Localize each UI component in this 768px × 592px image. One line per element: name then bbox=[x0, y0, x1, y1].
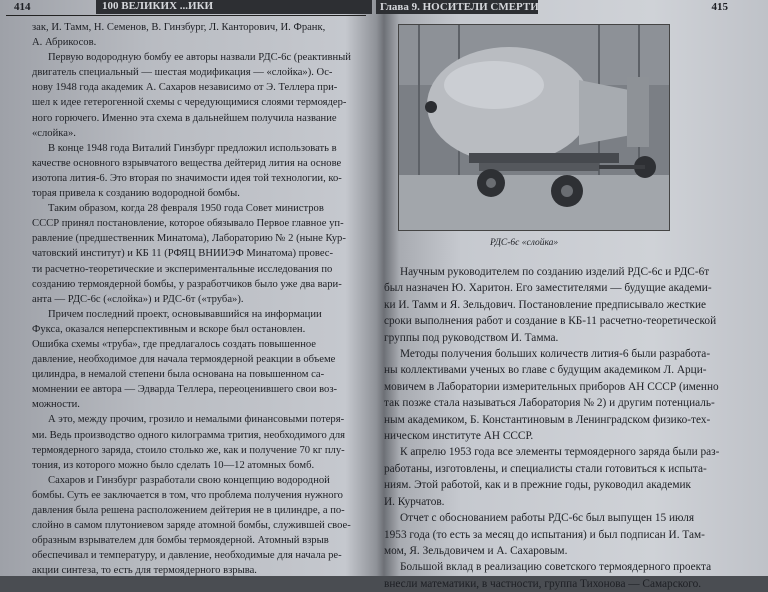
bomb-photo bbox=[398, 24, 670, 231]
left-page bbox=[0, 0, 372, 576]
text-line: ного горючего. Именно эта схема в дальнейшем получила название bbox=[32, 112, 337, 124]
text-line: ны коллективами ученых во главе с будущим академиком Л. Арци- bbox=[384, 364, 707, 377]
text-line: двигатель специальный — шестая модификация — «слойка»). Ос- bbox=[32, 67, 333, 79]
text-line: Сахаров и Гинзбург разработали свою концепцию водородной bbox=[48, 474, 330, 486]
text-line: мом, Я. Зельдовичем и А. Сахаровым. bbox=[384, 544, 568, 557]
text-line: ническом институте АН СССР. bbox=[384, 430, 534, 443]
text-line: анта — РДС-6с («слойка») и РДС-6т («труба»). bbox=[32, 293, 244, 305]
left-running-title: 100 ВЕЛИКИХ ...ИКИ bbox=[96, 0, 372, 14]
text-line: В конце 1948 года Виталий Гинзбург предложил использовать в bbox=[48, 142, 337, 154]
text-line: А. Абрикосов. bbox=[32, 37, 97, 49]
text-line: изотопа лития-6. Это вторая по значимости идея той технологии, ко- bbox=[32, 172, 342, 184]
text-line: Фукса, оказался неперспективным и вскоре был остановлен. bbox=[32, 323, 306, 335]
text-line: шел к идее гетерогенной схемы с чередующимися слоями термоядер- bbox=[32, 97, 347, 109]
text-line: так позже стала называться Лаборатория № 2) и другим потенциаль- bbox=[384, 397, 715, 410]
text-line: давление, необходимое для начала термоядерной реакции в объеме bbox=[32, 354, 336, 366]
right-page-header bbox=[376, 0, 750, 15]
text-line: качестве основного взрывчатого вещества дейтерид лития на основе bbox=[32, 157, 342, 169]
text-line: Первую водородную бомбу ее авторы назвали РДС-6с (реактивный bbox=[48, 52, 351, 64]
text-line: Ошибка схемы «труба», где предлагалось создать повышенное bbox=[32, 338, 316, 350]
text-line: образным взрывателем для бомбы термоядерной. Атомный взрыв bbox=[32, 535, 329, 547]
text-line: сроки выполнения работ и создание в КБ-11 расчетно-теоретической bbox=[384, 315, 717, 328]
text-line: ниям. Этой работой, как и в прежние годы, руководил академик bbox=[384, 479, 692, 492]
text-line: «слойка». bbox=[32, 127, 76, 139]
text-line: давления была решена расположением дейтерия не в цилиндре, а по- bbox=[32, 505, 345, 516]
text-line: группы под руководством И. Тамма. bbox=[384, 331, 559, 344]
text-line: Научным руководителем по созданию изделий РДС-6с и РДС-6т bbox=[400, 266, 710, 278]
left-page-number: 414 bbox=[14, 1, 31, 13]
text-line: мовичем в Лаборатории измерительных приборов АН СССР (именно bbox=[384, 380, 719, 393]
text-line: Отчет с обоснованием работы РДС-6с был выпущен 15 июля bbox=[400, 512, 695, 525]
right-page-number: 415 bbox=[711, 1, 728, 13]
right-page-body bbox=[384, 264, 746, 592]
text-line: Таким образом, когда 28 февраля 1950 года Совет министров bbox=[48, 203, 324, 215]
text-line: созданию термоядерной бомбы, у разработчиков было уже два вари- bbox=[32, 278, 342, 290]
text-line: Большой вклад в реализацию советского термоядерного проекта bbox=[400, 561, 712, 574]
text-line: цилиндра, в немалой степени была основана на повышенном са- bbox=[32, 369, 325, 381]
text-line: 1953 года (то есть за месяц до испытания) и был подписан И. Там- bbox=[384, 528, 705, 541]
text-line: И. Курчатов. bbox=[384, 495, 445, 508]
text-line: тония, из которого можно было сделать 10—12 атомных бомб. bbox=[32, 459, 315, 471]
bomb-photo-image bbox=[399, 25, 669, 230]
text-line: СССР принял постановление, которое обязывало Первое главное уп- bbox=[32, 218, 344, 230]
left-page-body bbox=[32, 20, 362, 578]
text-line: ти расчетно-теоретические и экспериментальные исследования по bbox=[32, 263, 333, 275]
text-line: момнении ее автора — Эдварда Теллера, переоценившего свои воз- bbox=[32, 384, 338, 396]
text-line: ным академиком, Б. Константиновым в Ленинградском физико-тех- bbox=[384, 413, 711, 426]
photo-caption: РДС-6с «слойка» bbox=[490, 238, 559, 248]
text-line: термоядерного заряда, стоило столько же, как и получение 70 кг плу- bbox=[32, 444, 345, 456]
right-running-title: Глава 9. НОСИТЕЛИ СМЕРТИ bbox=[376, 0, 538, 14]
text-line: акции синтеза, то есть для термоядерного взрыва. bbox=[32, 565, 257, 577]
text-line: обеспечивал и температуру, и давление, необходимые для начала ре- bbox=[32, 550, 342, 562]
text-line: ми. Ведь производство одного килограмма трития, необходимого для bbox=[32, 429, 345, 441]
text-line: работаны, изготовлены, и специалисты стали готовиться к испыта- bbox=[384, 462, 707, 475]
text-line: можности. bbox=[32, 399, 80, 411]
text-line: ки И. Тамм и Я. Зельдович. Постановление предписывало жесткие bbox=[384, 298, 707, 311]
text-line: К апрелю 1953 года все элементы термоядерного заряда были раз- bbox=[400, 446, 720, 459]
text-line: Причем последний проект, основывавшийся на информации bbox=[48, 308, 322, 320]
text-line: чатовский институт) и КБ 11 (РФЯЦ ВНИИЭФ Минатома) провес- bbox=[32, 248, 334, 260]
text-line: слойно в самом плутониевом заряде атомной бомбы, служившей свое- bbox=[32, 520, 351, 532]
text-line: зак, И. Тамм, Н. Семенов, В. Гинзбург, Л. Канторович, И. Франк, bbox=[32, 22, 326, 33]
text-line: нову 1948 года академик А. Сахаров независимо от Э. Теллера при- bbox=[32, 82, 338, 94]
text-line: бомбы. Суть ее заключается в том, что проблема получения нужного bbox=[32, 489, 343, 501]
text-line: торая привела к созданию водородной бомбы. bbox=[32, 188, 240, 200]
text-line: равление (предшественник Минатома), Лабораторию № 2 (ныне Кур- bbox=[32, 233, 346, 245]
left-page-header bbox=[6, 0, 366, 16]
text-line: А это, между прочим, грозило и немалыми финансовыми потеря- bbox=[48, 414, 345, 426]
text-line: внесли математики, в частности, группа Тихонова — Самарского. bbox=[384, 577, 702, 590]
text-line: был назначен Ю. Харитон. Его заместителями — будущие академи- bbox=[384, 282, 712, 295]
right-page bbox=[374, 0, 768, 590]
text-line: Методы получения больших количеств лития-6 были разработа- bbox=[400, 348, 711, 361]
